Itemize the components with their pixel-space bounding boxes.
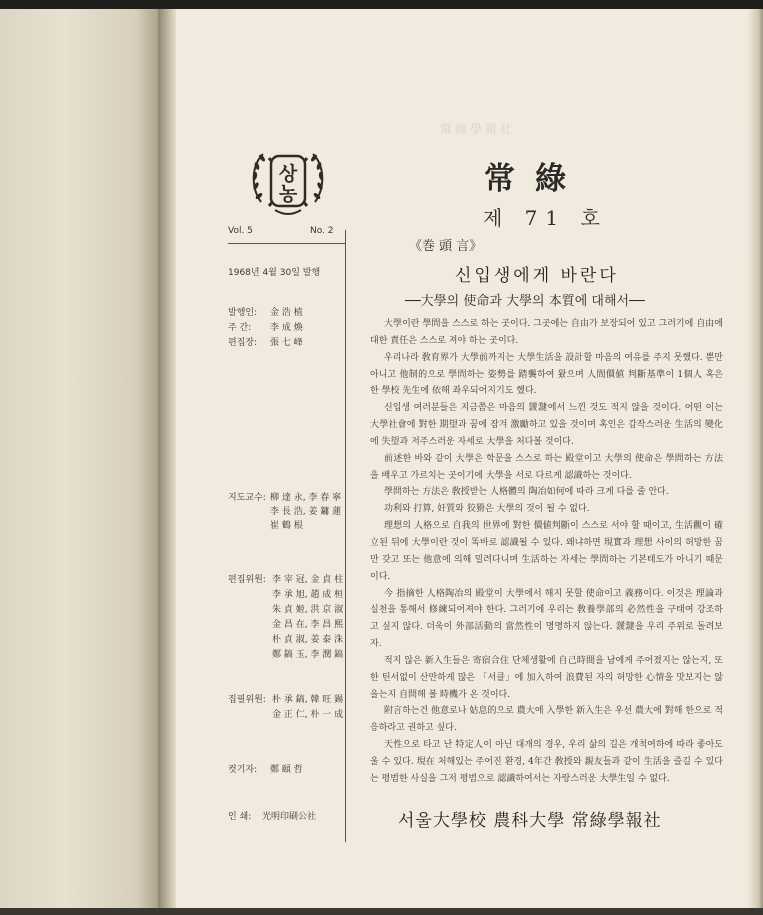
svg-text:상: 상 — [278, 163, 298, 185]
article-paragraph: 前述한 바와 같이 大學은 학문을 스스로 하는 殿堂이고 大學의 使命은 學問하는 方法을 배우고 가르치는 곳이기에 大學을 서로 다르게 認識하는 것이다. — [370, 453, 723, 481]
article-paragraph: 附言하는건 他意로나 姑息的으로 農大에 入學한 新入生은 우선 農大에 對해 한으로 적응하라고 권하고 싶다. — [370, 706, 723, 734]
advisors-line: 崔 鶴 根 — [270, 521, 303, 531]
printer-name: 光明印刷公社 — [262, 812, 317, 822]
editors-line: 朱 貞 姬, 洪 京 淑 — [272, 605, 344, 615]
article-paragraph: 功利와 打算, 奸質와 狡猾은 大學의 것이 될 수 없다. — [384, 504, 590, 515]
article-paragraph: 學問하는 方法은 敎授받는 人格體의 陶冶如何에 따라 크게 다를 줄 안다. — [384, 487, 669, 498]
vol-rule — [228, 243, 346, 244]
writers-line: 金 正 仁, 朴 一 成 — [272, 710, 344, 720]
editors-line: 朴 貞 淑, 姜 泰 洙 — [272, 635, 344, 645]
scan-bottom-edge — [0, 908, 763, 915]
svg-text:농: 농 — [278, 183, 298, 205]
number-label: No. 2 — [310, 226, 334, 236]
article-paragraph: 今 指摘한 人格陶冶의 殿堂이 大學에서 해지 못할 使命이고 義務이다. 이것은 理論과 실천을 통해서 修練되어져야 한다. 그러기에 우리는 敎養學部의 必然性을 구태여 강조하고 싶지 않다. 더욱이 外部活動의 當然性이 명명하지 않는다. 靉靆을 우리 주위로 돌려보자. — [370, 588, 723, 650]
advisors-line: 李 長 浩, 姜 鏞 蓮 — [270, 507, 342, 517]
staff-publisher: 발행인: 金 浩 植 — [228, 308, 303, 318]
editors-line: 金 昌 在, 李 昌 熙 — [272, 620, 344, 630]
writers-line: 朴 承 鎬, 韓 旺 錫 — [272, 695, 344, 705]
publisher-footer: 서울大學校 農科大學 常綠學報社 — [398, 811, 662, 831]
editors-line: 鄭 鎬 玉, 李 潤 鎬 — [272, 650, 344, 660]
section-label: 《巻 頭 言》 — [409, 239, 483, 254]
article-paragraph: 大學이란 學問을 스스로 하는 곳이다. 그곳에는 自由가 보장되어 있고 그러기에 自由에 대한 責任은 스스로 져야 하는 곳이다. — [370, 319, 723, 346]
article-paragraph: 理想의 人格으로 自我의 世界에 對한 價値判斷이 스스로 서야 할 때이고, 生活觀이 確立된 뒤에 大學이란 것이 똑바로 認識될 수 있다. 왜냐하면 現實과 理想 사이의 허망한 꿈만 갖고 또는 他意에 의해 밀려다니며 生活하는 자세는 學問하는 기본태도가 아니기 때문이다. — [370, 521, 723, 582]
article-paragraph: 우리나라 敎育界가 大學前까지는 大學生活을 設計할 마음의 여유를 주지 못했다. 뿐만 아니고 他制的으로 學問하는 姿勢를 踏襲하여 왔으며 人間價値 判斷基準이 1個人 혹은 한 學校 先生에 依해 좌우되어지기도 했다. — [370, 352, 723, 397]
issue-number: 제 71 호 — [483, 206, 608, 230]
masthead-title: 常綠 — [484, 161, 586, 197]
article-title: 신입생에게 바란다 — [455, 266, 619, 286]
volume-label: Vol. 5 — [228, 226, 253, 236]
publish-date: 1968년 4월 30일 발행 — [228, 268, 321, 278]
staff-chief-editor: 편집장: 張 七 峰 — [228, 338, 303, 348]
column-divider — [345, 230, 346, 842]
article-paragraph: 신입생 여러분들은 지금쯤은 마음의 靉靆에서 느낀 것도 적지 않을 것이다. 어떤 이는 大學社會에 對한 期望과 꿈에 잠겨 激勵하고 있을 것이며 혹인은 갑작스러운 生活의 變化에 失望과 저주스러운 자세로 大學을 처다볼 것이다. — [370, 403, 723, 447]
book-gutter — [158, 9, 178, 908]
editors-label: 편집위원: — [228, 575, 266, 585]
editors-line: 李 宰 冠, 金 貞 柱 — [272, 575, 344, 585]
article-paragraph: 天性으로 타고 난 特定人이 아닌 대개의 경우, 우리 삶의 길은 개척여하에 따라 좋아도울 수 있다. 現在 처해있는 주어진 환경, 4年간 敎授와 親友들과 같이 生活을 즐길 수 있다는 평범한 사실을 그저 평범으로 認識하여서는 자랑스러운 大學生일 수 없다. — [370, 740, 723, 784]
reporter-name: 鄭 頤 哲 — [270, 765, 303, 775]
advisors-line: 柳 達 永, 李 春 寧 — [270, 493, 342, 503]
scan-top-edge — [0, 0, 763, 9]
printer-label: 인 쇄: — [228, 812, 252, 822]
left-facing-page — [0, 9, 160, 908]
staff-editor-in-chief: 주 간: 李 成 煥 — [228, 323, 303, 333]
advisors-label: 지도교수: — [228, 493, 266, 503]
article-body — [370, 316, 723, 788]
page-edge — [748, 9, 763, 908]
reporter-label: 컷기자: — [228, 765, 258, 775]
article-subtitle: ──大學의 使命과 大學의 本質에 대해서── — [405, 294, 645, 309]
editors-line: 李 承 旭, 趙 成 桓 — [272, 590, 344, 600]
bleed-through-text: 常綠學報社 — [440, 122, 516, 136]
university-emblem-icon — [247, 140, 329, 222]
article-paragraph: 적지 않은 新入生들은 寄宿合住 단체생활에 自己時間을 남에게 주어졌지는 않는지, 또한 틴서없이 산만하게 많은 「서클」에 加入하여 浪費된 자의 허망한 心情을 맛보지는 않을는지 自問해 볼 時機가 온 것이다. — [370, 655, 723, 700]
writers-label: 집필위원: — [228, 695, 266, 705]
